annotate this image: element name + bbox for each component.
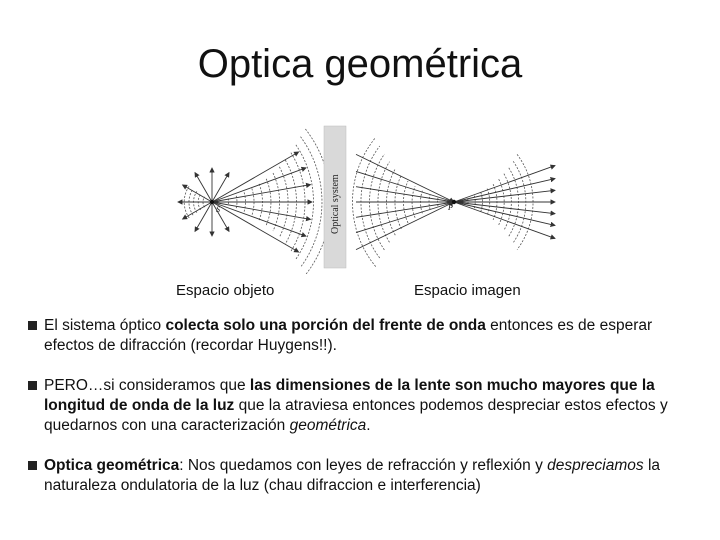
optics-diagram	[170, 124, 560, 274]
source-point-s	[210, 200, 214, 204]
optical-system-label: Optical system	[330, 174, 341, 234]
ray	[212, 168, 306, 202]
bullet-marker	[28, 381, 37, 390]
ray	[356, 154, 454, 202]
wavefronts-object-space	[184, 129, 330, 274]
bullet-item: El sistema óptico colecta solo una porción del frente de onda entonces es de esperar efectos de difracción (recordar Huygens!!).	[28, 316, 700, 356]
source-label: S	[216, 205, 220, 214]
ray	[212, 202, 306, 236]
caption-object-space: Espacio objeto	[176, 282, 275, 299]
bullet-item: Optica geométrica: Nos quedamos con leyes de refracción y reflexión y despreciamos la naturaleza ondulatoria de la luz (chau difraccion e interferencia)	[28, 456, 700, 496]
rays-object-space	[178, 152, 312, 252]
ray	[356, 171, 454, 202]
image-label: P	[448, 203, 453, 212]
bullet-marker	[28, 321, 37, 330]
caption-image-space: Espacio imagen	[414, 282, 521, 299]
ray	[454, 202, 555, 225]
ray	[454, 179, 555, 202]
bullet-marker	[28, 461, 37, 470]
bullet-list	[28, 316, 700, 516]
slide-title: Optica geométrica	[197, 42, 523, 86]
ray	[356, 187, 454, 202]
ray	[356, 202, 454, 250]
bullet-item: PERO…si consideramos que las dimensiones de la lente son mucho mayores que la longitud de onda de la luz que la atraviesa entonces podemos despreciar estos efectos y quedarnos con una caracterización geométrica.	[28, 376, 700, 436]
